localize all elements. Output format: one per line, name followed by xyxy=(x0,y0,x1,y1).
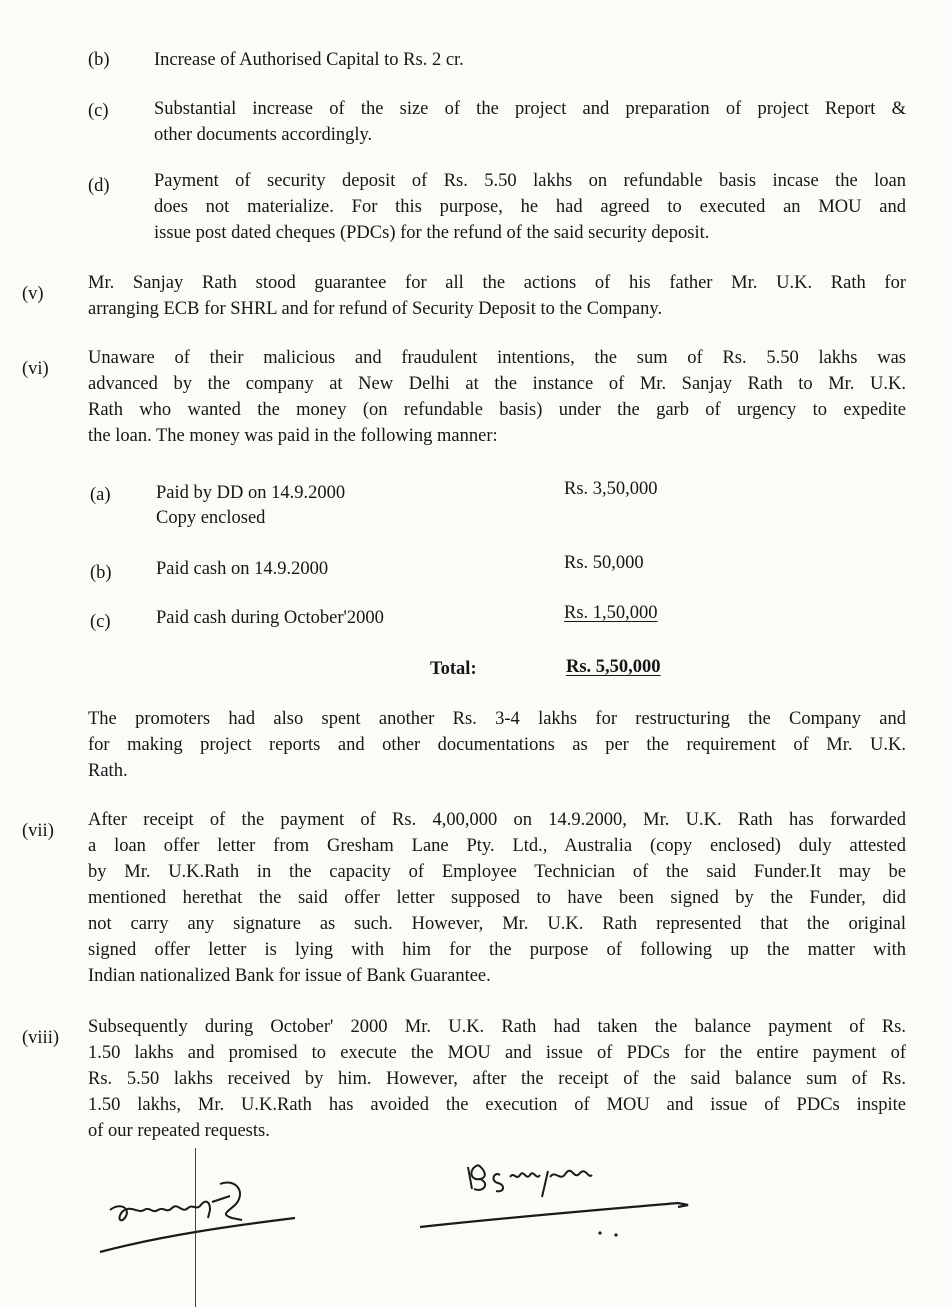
payment-a-desc: Paid by DD on 14.9.2000 xyxy=(156,483,346,503)
payment-a-note: Copy enclosed xyxy=(156,508,266,528)
text-line: Subsequently during October' 2000 Mr. U.K. Rath had taken the balance payment of Rs. xyxy=(88,1017,906,1037)
text-line: Mr. Sanjay Rath stood guarantee for all the actions of his father Mr. U.K. Rath for xyxy=(88,273,906,293)
text-line: 1.50 lakhs and promised to execute the MOU and issue of PDCs for the entire payment of xyxy=(88,1043,906,1063)
text-line: 1.50 lakhs, Mr. U.K.Rath has avoided the execution of MOU and issue of PDCs inspite xyxy=(88,1095,906,1115)
para-v-text xyxy=(88,270,906,322)
text-line: arranging ECB for SHRL and for refund of Security Deposit to the Company. xyxy=(88,299,663,319)
payment-b-amount: Rs. 50,000 xyxy=(564,553,644,573)
para-vii-marker: (vii) xyxy=(22,821,54,841)
text-line: signed offer letter is lying with him for the purpose of following up the matter with xyxy=(88,940,906,960)
item-c-text xyxy=(154,96,906,148)
text-line: not carry any signature as such. However, Mr. U.K. Rath represented that the original xyxy=(88,914,906,934)
text-line: of our repeated requests. xyxy=(88,1121,270,1141)
payment-b-marker: (b) xyxy=(90,563,112,583)
text-line: Rs. 5.50 lakhs received by him. However, after the receipt of the said balance sum of Rs. xyxy=(88,1069,906,1089)
para-vi-text xyxy=(88,345,906,449)
text-line: advanced by the company at New Delhi at the instance of Mr. Sanjay Rath to Mr. U.K. xyxy=(88,374,906,394)
text-line: mentioned herethat the said offer letter supposed to have been signed by the Funder, did xyxy=(88,888,906,908)
payment-c-desc: Paid cash during October'2000 xyxy=(156,608,384,628)
text-line: The promoters had also spent another Rs. 3-4 lakhs for restructuring the Company and xyxy=(88,709,906,729)
total-label: Total: xyxy=(430,659,477,679)
item-b-marker: (b) xyxy=(88,50,110,70)
para-vii-text xyxy=(88,807,906,989)
payment-b-desc: Paid cash on 14.9.2000 xyxy=(156,559,329,579)
text-line: other documents accordingly. xyxy=(154,125,373,145)
text-line: After receipt of the payment of Rs. 4,00,000 on 14.9.2000, Mr. U.K. Rath has forwarded xyxy=(88,810,906,830)
payment-a-marker: (a) xyxy=(90,485,111,505)
para-viii-marker: (viii) xyxy=(22,1028,59,1048)
payment-c-marker: (c) xyxy=(90,612,111,632)
text-line: Unaware of their malicious and fraudulent intentions, the sum of Rs. 5.50 lakhs was xyxy=(88,348,906,368)
item-b-text: Increase of Authorised Capital to Rs. 2 cr. xyxy=(154,50,464,70)
payment-c-amount: Rs. 1,50,000 xyxy=(564,603,658,623)
text-line: does not materialize. For this purpose, he had agreed to executed an MOU and xyxy=(154,197,906,217)
para-viii-text xyxy=(88,1014,906,1144)
total-amount: Rs. 5,50,000 xyxy=(566,657,661,677)
text-line: Substantial increase of the size of the project and preparation of project Report & xyxy=(154,99,906,119)
item-c-marker: (c) xyxy=(88,101,109,121)
text-line: for making project reports and other documentations as per the requirement of Mr. U.K. xyxy=(88,735,906,755)
para-vi-marker: (vi) xyxy=(22,359,49,379)
text-line: the loan. The money was paid in the following manner: xyxy=(88,426,498,446)
text-line: Indian nationalized Bank for issue of Bank Guarantee. xyxy=(88,966,491,986)
item-d-marker: (d) xyxy=(88,176,110,196)
signature-right xyxy=(410,1155,700,1245)
text-line: Rath who wanted the money (on refundable basis) under the garb of urgency to expedite xyxy=(88,400,906,420)
text-line: a loan offer letter from Gresham Lane Pty. Ltd., Australia (copy enclosed) duly attested xyxy=(88,836,906,856)
item-d-text xyxy=(154,168,906,246)
text-line: Rath. xyxy=(88,761,128,781)
text-line: issue post dated cheques (PDCs) for the refund of the said security deposit. xyxy=(154,223,710,243)
text-line: Payment of security deposit of Rs. 5.50 lakhs on refundable basis incase the loan xyxy=(154,171,906,191)
signature-left xyxy=(60,1180,310,1270)
text-line: by Mr. U.K.Rath in the capacity of Employee Technician of the said Funder.It may be xyxy=(88,862,906,882)
para-v-marker: (v) xyxy=(22,284,44,304)
payment-a-amount: Rs. 3,50,000 xyxy=(564,479,658,499)
promoters-text xyxy=(88,706,906,784)
